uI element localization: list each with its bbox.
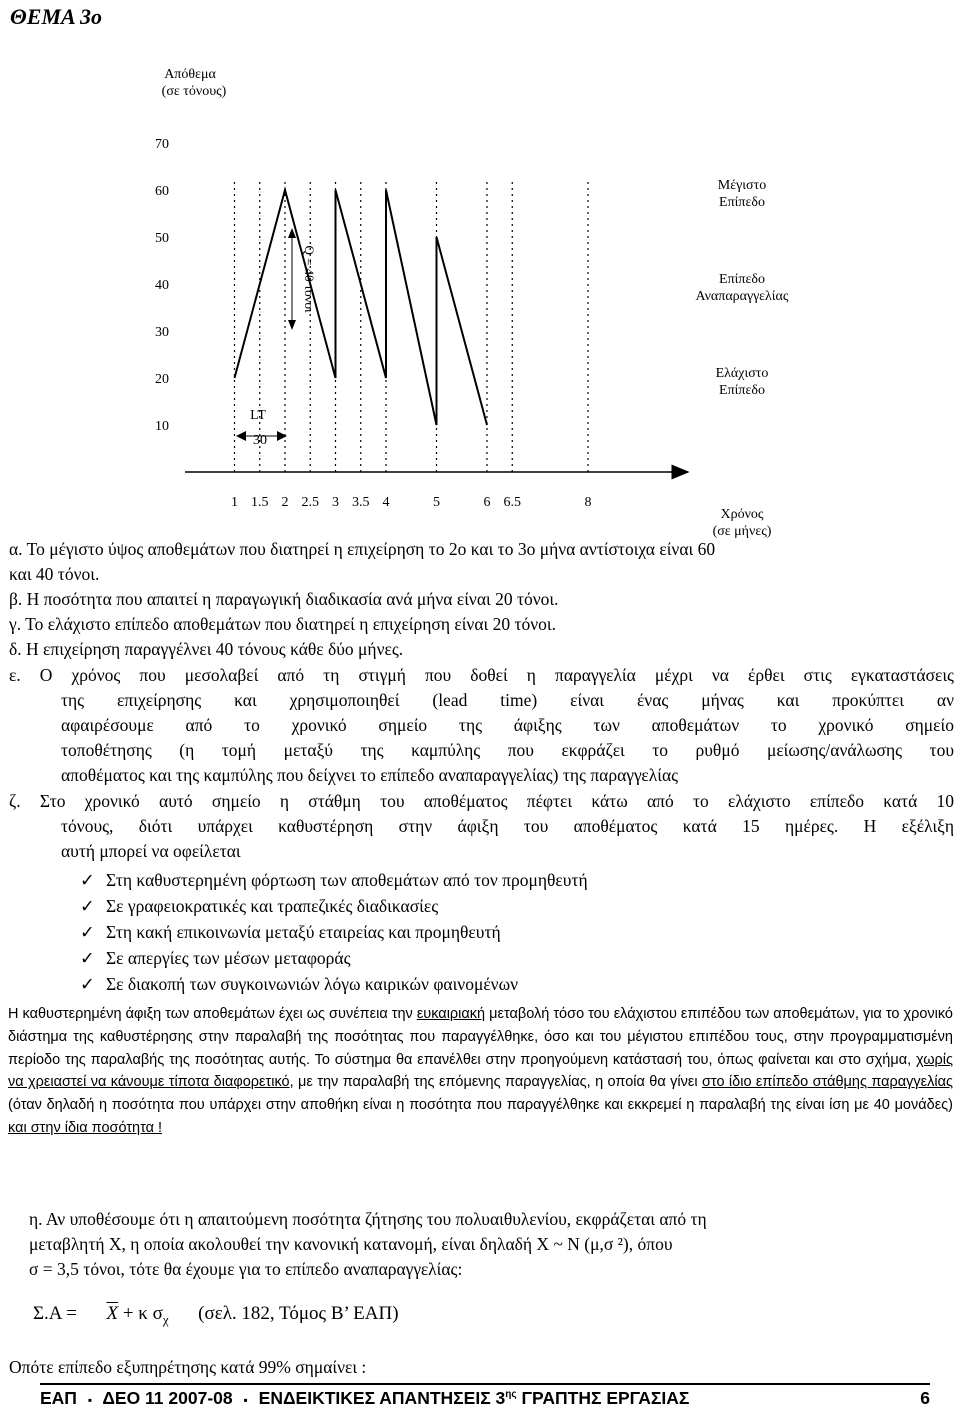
check-icon: ✓ (80, 896, 95, 916)
check-icon: ✓ (80, 870, 95, 890)
y-tick-labels (155, 137, 169, 434)
checklist (80, 867, 940, 997)
x-bar: $\overline{X}$ (106, 1303, 119, 1324)
item-d: δ. Η επιχείρηση παραγγέλνει 40 τόνους κάθε δύο μήνες. (9, 639, 404, 659)
y-tick-label: 10 (155, 419, 169, 434)
y-tick-label: 20 (155, 372, 169, 387)
right-level-label: Επίπεδο (719, 195, 765, 210)
x-tick-labels (231, 495, 592, 510)
q-label: Q = 40 τόνοι (302, 245, 317, 313)
y-tick-label: 60 (155, 184, 169, 199)
lt-value: 30 (253, 433, 267, 448)
x-tick-label: 2 (281, 495, 289, 510)
inventory-chart (0, 50, 960, 539)
formula: $\Sigma.A = \overline{X} + \kappa$ $\sigma_\chi$ (σελ. 182, Τόμος Β’ ΕΑΠ) (33, 1303, 399, 1327)
page-number: 6 (920, 1388, 930, 1408)
list-item: ✓ Σε γραφειοκρατικές και τραπεζικές διαδικασίες (80, 893, 940, 919)
footer-rule (40, 1383, 930, 1385)
x-tick-label: 3.5 (352, 495, 370, 510)
item-c: γ. Το ελάχιστο επίπεδο αποθεμάτων που διατηρεί η επιχείρηση είναι 20 τόνοι. (9, 614, 556, 634)
x-tick-label: 6.5 (503, 495, 521, 510)
right-level-labels (696, 178, 789, 539)
list-item: ✓ Στη κακή επικοινωνία μεταξύ εταιρείας και προμηθευτή (80, 919, 940, 945)
x-tick-label: 1 (231, 495, 238, 510)
x-tick-label: 8 (584, 495, 592, 510)
summary-paragraph: Η καθυστερημένη άφιξη των αποθεμάτων έχει ως συνέπεια την ευκαιριακή μεταβολή τόσο του ελάχιστου επιπέδου των αποθεμάτων, για το χρονικό διάστημα της καθυστέρησης στην παραλαβή της ποσότητας που παραγγέλθηκε, όσο και του μέγιστου επιπέδου τους, στην προγραμματισμένη περίοδο της παραλαβής της ποσότητας αυτής. Το σύστημα θα επανέλθει στην προηγούμενη κατάστασή του, όπως φαίνεται και στο σχήμα, χωρίς να χρειαστεί να κάνουμε τίποτα διαφορετικό, με την παραλαβή της επόμενης παραγγελίας, η οποία θα γίνει στο ίδιο επίπεδο στάθμης παραγγελίας (όταν δηλαδή η ποσότητα που υπάρχει στην αποθήκη είναι η ποσότητα που παραγγέλθηκε και εκκρεμεί η παραλαβή της είναι ίση με 40 μονάδες) και στην ίδια ποσότητα ! (8, 1006, 953, 1136)
right-level-label: Επίπεδο (719, 383, 765, 398)
right-level-label: Μέγιστο (717, 178, 767, 193)
right-level-label: Αναπαραγγελίας (695, 289, 789, 304)
check-icon: ✓ (80, 948, 95, 968)
y-tick-label: 70 (155, 137, 169, 152)
chart-ylabel-line1: Απόθεμα (164, 67, 216, 82)
x-tick-label: 2.5 (301, 495, 319, 510)
x-tick-label: 4 (382, 495, 390, 510)
service-level-line: Οπότε επίπεδο εξυπηρέτησης κατά 99% σημαίνει : (9, 1357, 367, 1377)
y-tick-label: 40 (155, 278, 169, 293)
chart-ylabel-line2: (σε τόνους) (161, 84, 227, 99)
lt-label: LT (250, 408, 266, 423)
list-item: ✓ Στη καθυστερημένη φόρτωση των αποθεμάτων από τον προμηθευτή (80, 867, 940, 893)
list-item: ✓ Σε απεργίες των μέσων μεταφοράς (80, 945, 940, 971)
check-icon: ✓ (80, 974, 95, 994)
x-tick-label: 1.5 (251, 495, 269, 510)
list-item: ✓ Σε διακοπή των συγκοινωνιών λόγω καιρικών φαινομένων (80, 971, 940, 997)
item-eta: η. Αν υποθέσουμε ότι η απαιτούμενη ποσότητα ζήτησης του πολυαιθυλενίου, εκφράζεται από τη μεταβλητή Χ, η οποία ακολουθεί την κανονική κατανομή, είναι δηλαδή Χ ~ Ν (μ,σ ²), όπου σ = 3,5 τόνοι, τότε θα έχουμε για το επίπεδο αναπαραγγελίας: (29, 1209, 707, 1279)
check-icon: ✓ (80, 922, 95, 942)
page-title: ΘΕΜΑ 3ο (10, 4, 102, 29)
y-tick-label: 50 (155, 231, 169, 246)
x-tick-label: 3 (332, 495, 339, 510)
right-level-label: Ελάχιστο (715, 366, 769, 381)
page-footer: ΕΑΠ ▪ ΔΕΟ 11 2007-08 ▪ ΕΝΔΕΙΚΤΙΚΕΣ ΑΠΑΝΤΗΣΕΙΣ $3^{\eta\varsigma}$ ΓΡΑΠΤΗΣ ΕΡΓΑΣΙΑΣ 6 (40, 1388, 930, 1408)
item-e: ε. Ο χρόνος που μεσολαβεί από τη στιγμή που δοθεί η παραγγελία μέχρι να έρθει στις εγκαταστάσεις της επιχείρησης και χρησιμοποιηθεί (lead time) είναι ένας μήνας και προκύπτει αν αφαιρέσουμε από το χρονικό σημείο της άφιξης των αποθεμάτων το χρονικό σημείο τοποθέτησης (η τομή μεταξύ της καμπύλης που εκφράζει το ρυθμό μείωσης/ανάλωσης του αποθέματος και της καμπύλης που δείχνει το επίπεδο αναπαραγγελίας) της παραγγελίας (9, 665, 954, 785)
right-level-label: Επίπεδο (719, 272, 765, 287)
item-b: β. Η ποσότητα που απαιτεί η παραγωγική διαδικασία ανά μήνα είναι 20 τόνοι. (9, 589, 559, 609)
time-gridlines (235, 178, 589, 472)
x-tick-label: 5 (433, 495, 440, 510)
right-level-label: (σε μήνες) (712, 524, 772, 539)
y-tick-label: 30 (155, 325, 169, 340)
x-tick-label: 6 (483, 495, 491, 510)
right-level-label: Χρόνος (720, 507, 764, 522)
item-z: ζ. Στο χρονικό αυτό σημείο η στάθμη του αποθέματος πέφτει κάτω από το ελάχιστο επίπεδο κατά 10 τόνους, διότι υπάρχει καθυστέρηση στην άφιξη του αποθέματος κατά 15 ημέρες. Η εξέλιξη αυτή μπορεί να οφείλεται (9, 791, 954, 861)
item-a: α. Το μέγιστο ύψος αποθεμάτων που διατηρεί η επιχείρηση το 2ο και το 3ο μήνα αντίστοιχα είναι 60 και 40 τόνοι. (9, 539, 716, 584)
